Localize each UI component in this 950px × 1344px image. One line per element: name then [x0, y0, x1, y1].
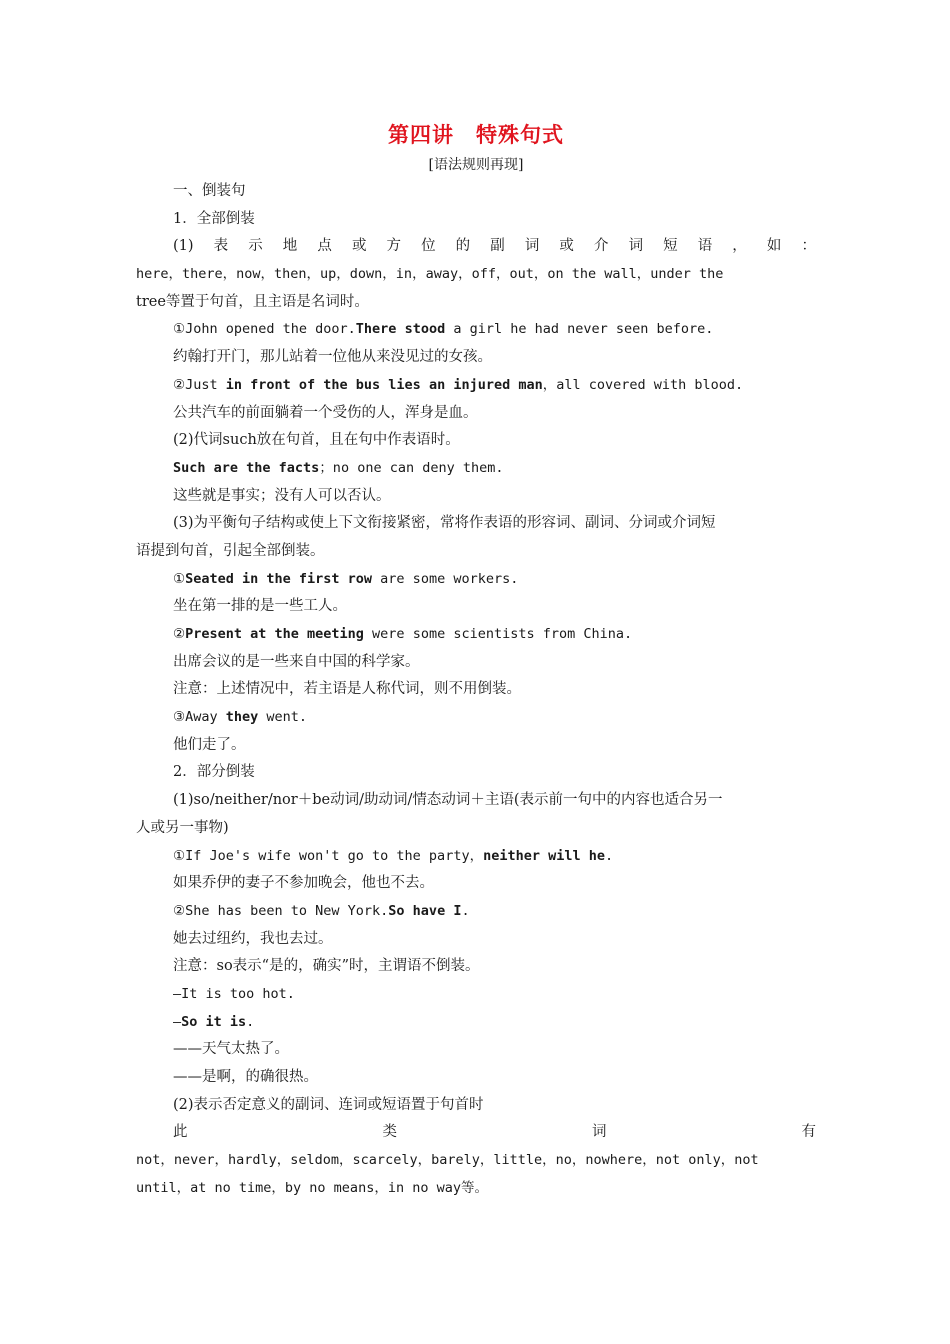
rule-4-line-2: 人或另一事物) [136, 819, 229, 836]
example-4: ①Seated in the first row are some workers. [173, 570, 519, 587]
rule-1-char-1: 表 [213, 238, 229, 255]
rule-1-char-11: 或 [559, 238, 574, 255]
rule-1-char-2: 示 [248, 238, 263, 255]
rule-3-line-2: 语提到句首，引起全部倒装。 [136, 542, 325, 559]
example-5-translation: 出席会议的是一些来自中国的科学家。 [173, 653, 420, 670]
rule-4-line-1: (1)so/neither/nor＋be动词/助动词/情态动词＋主语(表示前一句中的内容也适合另一 [173, 792, 723, 809]
example-1-translation: 约翰打开门，那儿站着一位他从来没见过的女孩。 [173, 349, 492, 366]
example-6: ③Away they went. [173, 709, 308, 726]
rule-1-char-5: 或 [351, 238, 367, 255]
rule-1-char-6: 方 [386, 238, 402, 255]
example-7-translation: 如果乔伊的妻子不参加晚会，他也不去。 [173, 875, 434, 892]
rule-2: (2)代词such放在句首，且在句中作表语时。 [173, 432, 460, 449]
note-1: 注意：上述情况中，若主语是人称代词，则不用倒装。 [173, 681, 521, 698]
section-heading: 一、倒装句 [173, 183, 246, 199]
example-8: ②She has been to New York.So have I. [173, 902, 470, 919]
rule-1-char-10: 词 [524, 238, 540, 255]
rule-1-char-3: 地 [282, 238, 298, 255]
rule-1-char-9: 副 [490, 238, 505, 255]
rule-1-line-1 [136, 233, 816, 261]
rule-6-word-3: 有 [801, 1124, 816, 1141]
rule-1-char-12: 介 [593, 238, 609, 255]
rule-6-line-1 [136, 1119, 816, 1147]
rule-1-char-18: ： [801, 238, 816, 255]
example-2-translation: 公共汽车的前面躺着一个受伤的人，浑身是血。 [173, 404, 478, 421]
rule-1-char-7: 位 [421, 238, 436, 255]
rule-1-char-8: 的 [455, 238, 471, 255]
rule-6-line-2: not，never，hardly，seldom，scarcely，barely，little，no，nowhere，not only，not [136, 1152, 759, 1169]
dialogue-translation-1: ——天气太热了。 [173, 1041, 289, 1058]
example-2: ②Just in front of the bus lies an injured man，all covered with blood. [173, 376, 744, 393]
example-7: ①If Joe's wife won't go to the party，neither will he. [173, 847, 614, 864]
dialogue-line-1: —It is too hot. [173, 985, 295, 1002]
example-5: ②Present at the meeting were some scientists from China. [173, 626, 633, 642]
example-1: ①John opened the door.There stood a girl he had never seen before. [173, 321, 714, 338]
rule-1-char-13: 词 [628, 238, 644, 255]
rule-1-char-16: ， [732, 238, 747, 255]
subsection-heading: 1．全部倒装 [173, 210, 255, 227]
page-title: 第四讲 特殊句式 [388, 122, 564, 147]
dialogue-line-2: —So it is. [173, 1013, 255, 1030]
rule-1-line-2: here，there，now，then，up，down，in，away，off，out，on the wall，under the [136, 266, 724, 283]
rule-3-line-1: (3)为平衡句子结构或使上下文衔接紧密，常将作表语的形容词、副词、分词或介词短 [173, 515, 716, 532]
subsection-heading-2: 2．部分倒装 [173, 764, 255, 781]
example-8-translation: 她去过纽约，我也去过。 [173, 930, 333, 947]
rule-6-word-2: 词 [592, 1124, 607, 1141]
example-4-translation: 坐在第一排的是一些工人。 [173, 598, 347, 615]
dialogue-translation-2: ——是啊，的确很热。 [173, 1069, 318, 1085]
rule-6-word-1: 类 [382, 1124, 397, 1141]
rule-1-line-3: tree等置于句首，且主语是名词时。 [136, 293, 369, 310]
example-3-translation: 这些就是事实；没有人可以否认。 [173, 487, 391, 504]
example-3: Such are the facts；no one can deny them. [173, 459, 504, 476]
rule-1-char-0: (1) [173, 238, 194, 255]
example-6-translation: 他们走了。 [173, 736, 246, 753]
rule-1-char-17: 如 [766, 238, 782, 255]
rule-6-word-0: 此 [173, 1124, 188, 1141]
rule-6-line-3: until，at no time，by no means，in no way等。 [136, 1179, 488, 1196]
section-subtitle: [语法规则再现] [428, 157, 524, 173]
rule-1-char-15: 语 [697, 238, 713, 255]
note-2: 注意：so表示“是的，确实”时，主谓语不倒装。 [173, 958, 480, 975]
rule-5: (2)表示否定意义的副词、连词或短语置于句首时 [173, 1096, 484, 1113]
rule-1-char-14: 短 [663, 238, 678, 255]
document-page [136, 118, 816, 1202]
rule-1-char-4: 点 [317, 238, 332, 255]
